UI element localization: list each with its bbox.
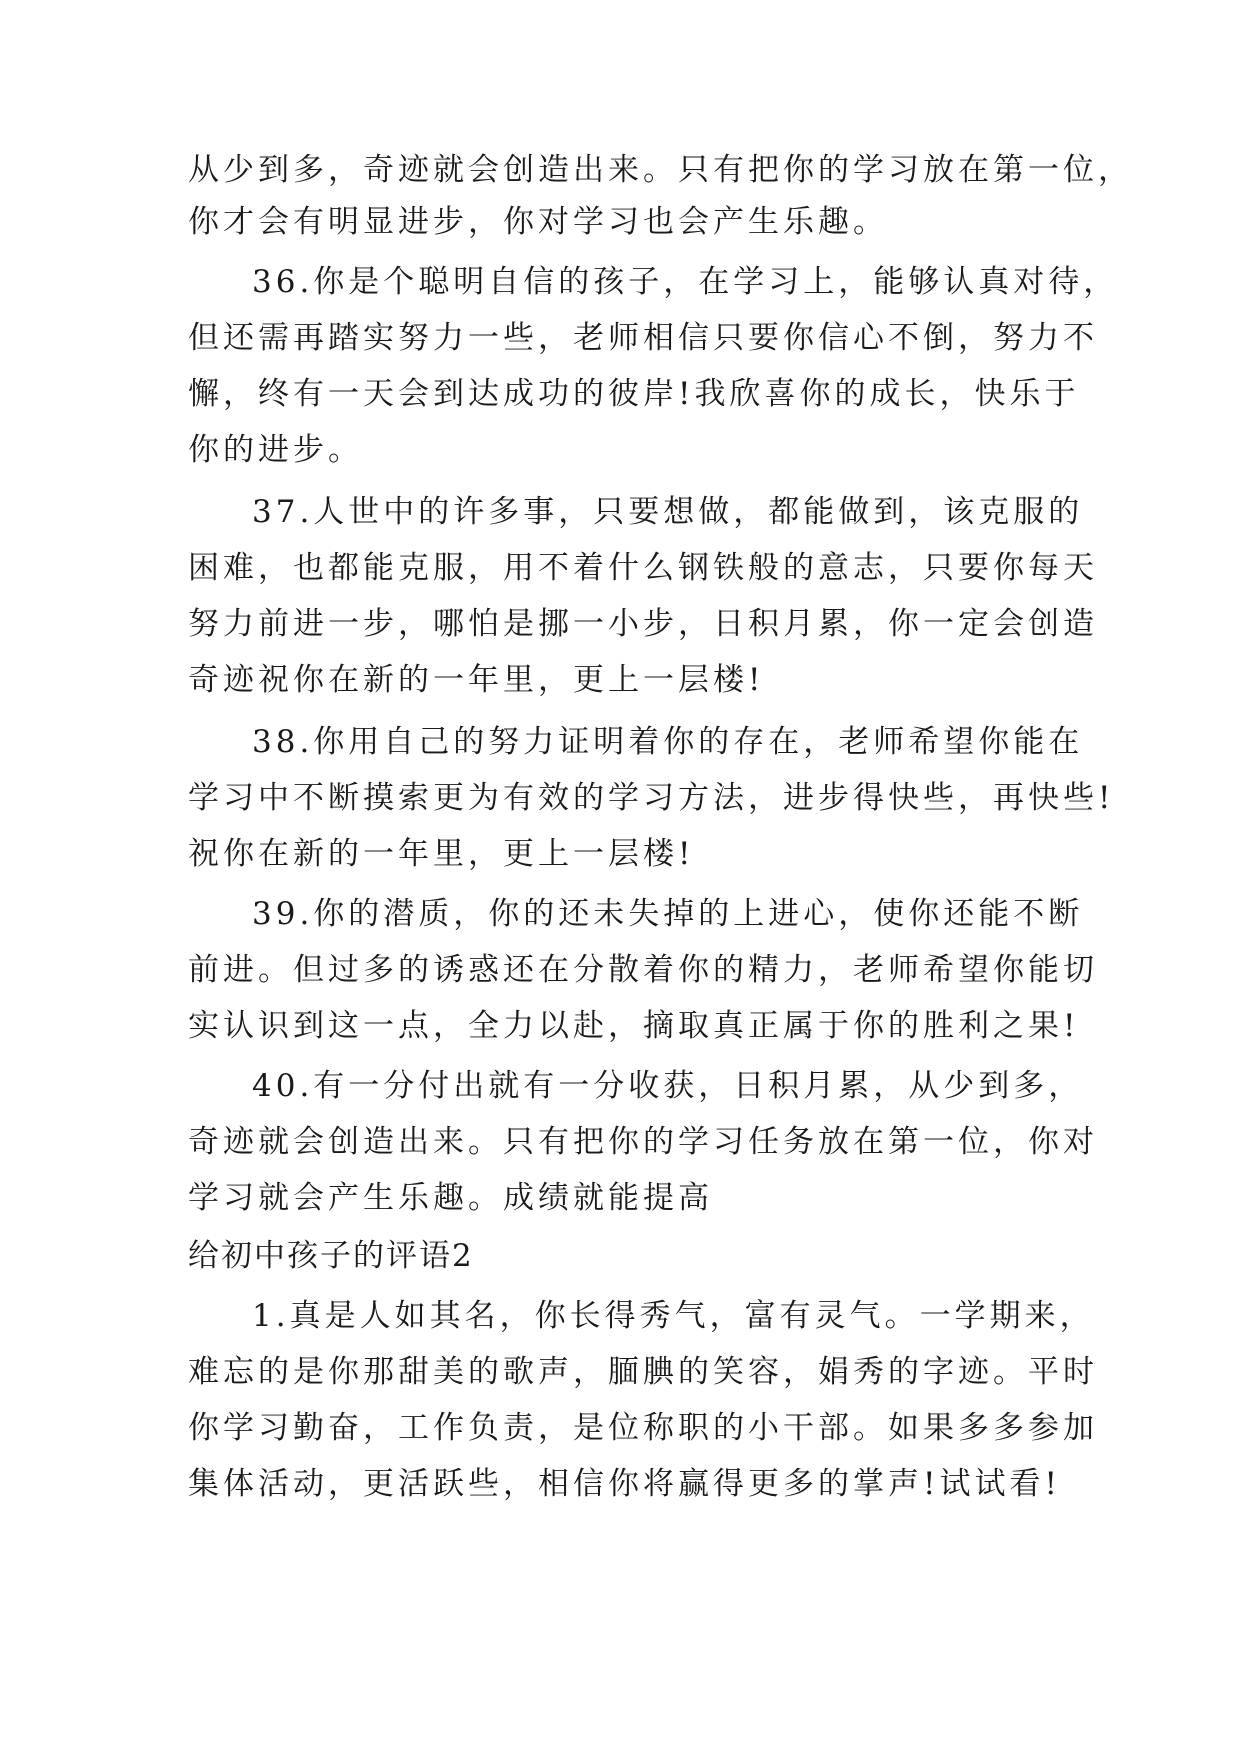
paragraph-line: 你的进步。 — [188, 432, 363, 468]
paragraph-line: 集体活动，更活跃些，相信你将赢得更多的掌声!试试看! — [188, 1466, 1061, 1502]
paragraph-line: 你学习勤奋，工作负责，是位称职的小干部。如果多多参加 — [188, 1410, 1098, 1446]
paragraph-line: 难忘的是你那甜美的歌声，腼腆的笑容，娟秀的字迹。平时 — [188, 1354, 1098, 1390]
paragraph-line: 懈，终有一天会到达成功的彼岸!我欣喜你的成长，快乐于 — [188, 376, 1080, 412]
paragraph-line: 39.你的潜质，你的还未失掉的上进心，使你还能不断 — [252, 896, 1084, 932]
section-heading: 给初中孩子的评语2 — [188, 1238, 474, 1274]
paragraph-line: 但还需再踏实努力一些，老师相信只要你信心不倒，努力不 — [188, 320, 1098, 356]
paragraph-line: 37.人世中的许多事，只要想做，都能做到，该克服的 — [252, 494, 1084, 530]
paragraph-line: 困难，也都能克服，用不着什么钢铁般的意志，只要你每天 — [188, 550, 1098, 586]
paragraph-line: 实认识到这一点，全力以赴，摘取真正属于你的胜利之果! — [188, 1008, 1080, 1044]
paragraph-line: 1.真是人如其名，你长得秀气，富有灵气。一学期来， — [252, 1298, 1095, 1334]
paragraph-line: 36.你是个聪明自信的孩子，在学习上，能够认真对待， — [252, 264, 1119, 300]
paragraph-line: 前进。但过多的诱惑还在分散着你的精力，老师希望你能切 — [188, 952, 1098, 988]
paragraph-line: 努力前进一步，哪怕是挪一小步，日积月累，你一定会创造 — [188, 606, 1098, 642]
paragraph-line: 学习中不断摸索更为有效的学习方法，进步得快些，再快些! — [188, 780, 1115, 816]
paragraph-line: 40.有一分付出就有一分收获，日积月累，从少到多， — [252, 1068, 1084, 1104]
paragraph-line: 38.你用自己的努力证明着你的存在，老师希望你能在 — [252, 724, 1084, 760]
paragraph-line: 祝你在新的一年里，更上一层楼! — [188, 836, 695, 872]
paragraph-line: 奇迹祝你在新的一年里，更上一层楼! — [188, 662, 765, 698]
paragraph-line: 从少到多，奇迹就会创造出来。只有把你的学习放在第一位， — [188, 152, 1133, 188]
paragraph-line: 你才会有明显进步，你对学习也会产生乐趣。 — [188, 204, 888, 240]
paragraph-line: 奇迹就会创造出来。只有把你的学习任务放在第一位，你对 — [188, 1124, 1098, 1160]
paragraph-line: 学习就会产生乐趣。成绩就能提高 — [188, 1180, 713, 1216]
